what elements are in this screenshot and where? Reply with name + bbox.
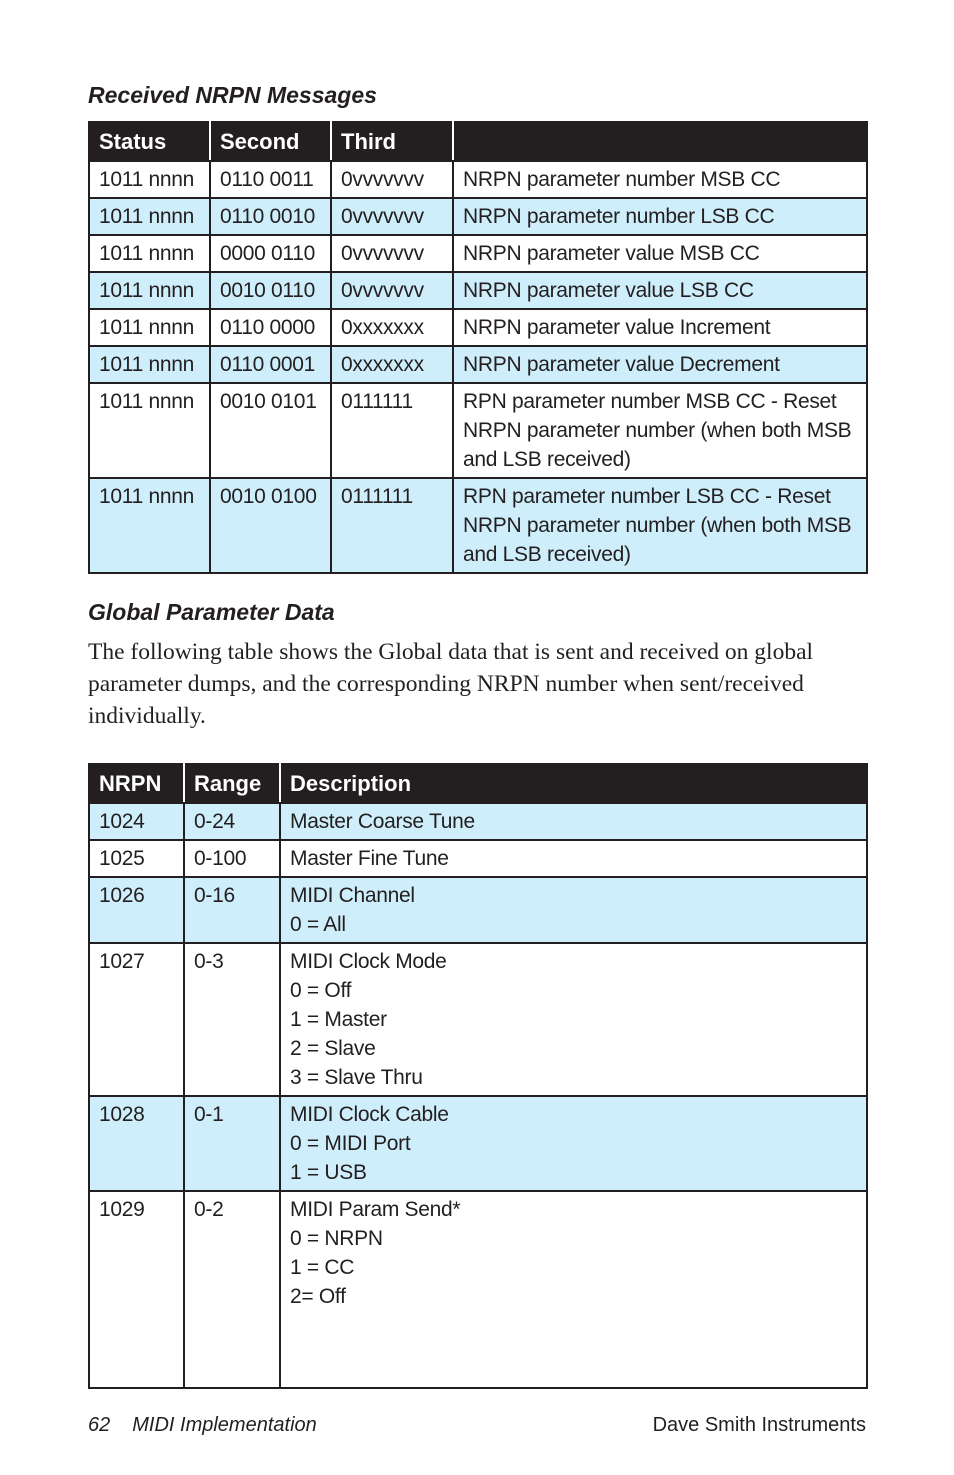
table-cell: 0110 0011: [210, 161, 331, 198]
table-cell: 0010 0101: [210, 383, 331, 478]
table-row: [89, 272, 867, 309]
table-row: [89, 309, 867, 346]
table-cell: NRPN parameter value Increment: [453, 309, 867, 346]
table-cell: 0-2: [184, 1191, 280, 1388]
table-cell: 0-3: [184, 943, 280, 1096]
table-cell: RPN parameter number MSB CC - Reset NRPN parameter number (when both MSB and LSB received): [453, 383, 867, 478]
table-row: [89, 1096, 867, 1191]
table-cell: 0xxxxxxx: [331, 309, 453, 346]
table-cell: 1011 nnnn: [89, 272, 210, 309]
table-row: [89, 803, 867, 840]
table-cell: MIDI Clock Mode 0 = Off 1 = Master 2 = Slave 3 = Slave Thru: [280, 943, 867, 1096]
table-cell: NRPN parameter number LSB CC: [453, 198, 867, 235]
table-cell: 1029: [89, 1191, 184, 1388]
table-cell: 0vvvvvvv: [331, 235, 453, 272]
table-cell: 0-24: [184, 803, 280, 840]
table-cell: NRPN parameter value Decrement: [453, 346, 867, 383]
table-cell: 1011 nnnn: [89, 383, 210, 478]
table-cell: NRPN parameter number MSB CC: [453, 161, 867, 198]
global-parameter-table: [88, 763, 868, 1389]
table-cell: Master Fine Tune: [280, 840, 867, 877]
table-cell: 0110 0010: [210, 198, 331, 235]
table-row: [89, 346, 867, 383]
column-header-nrpn: NRPN: [89, 764, 184, 803]
column-header-second: Second: [210, 122, 331, 161]
column-header-description: Description: [280, 764, 867, 803]
table-cell: 0-100: [184, 840, 280, 877]
table-cell: 0110 0000: [210, 309, 331, 346]
table-row: [89, 383, 867, 478]
page-number: 62: [88, 1414, 111, 1436]
table-cell: NRPN parameter value LSB CC: [453, 272, 867, 309]
table-row: [89, 161, 867, 198]
table-cell: 1011 nnnn: [89, 309, 210, 346]
table-row: [89, 235, 867, 272]
table-cell: Master Coarse Tune: [280, 803, 867, 840]
table-header-row: [89, 764, 867, 803]
intro-paragraph: The following table shows the Global data that is sent and received on global parameter dumps, and the corresponding NRPN number when sent/received individually.: [88, 639, 814, 729]
table-cell: 0000 0110: [210, 235, 331, 272]
table-cell: 1024: [89, 803, 184, 840]
table-cell: 1025: [89, 840, 184, 877]
table-row: [89, 877, 867, 943]
column-header-status: Status: [89, 122, 210, 161]
section-heading-global-parameter-data: Global Parameter Data: [88, 599, 335, 625]
table-cell: MIDI Param Send* 0 = NRPN 1 = CC 2= Off: [280, 1191, 867, 1388]
table-cell: 0vvvvvvv: [331, 272, 453, 309]
table-cell: 1011 nnnn: [89, 478, 210, 573]
table-cell: 1011 nnnn: [89, 346, 210, 383]
table-cell: 1028: [89, 1096, 184, 1191]
table-cell: 1027: [89, 943, 184, 1096]
table-cell: 1026: [89, 877, 184, 943]
table-cell: MIDI Clock Cable 0 = MIDI Port 1 = USB: [280, 1096, 867, 1191]
table-cell: NRPN parameter value MSB CC: [453, 235, 867, 272]
table-cell: 1011 nnnn: [89, 161, 210, 198]
table-cell: 0vvvvvvv: [331, 198, 453, 235]
table-row: [89, 1191, 867, 1388]
table-cell: 0010 0100: [210, 478, 331, 573]
table-cell: RPN parameter number LSB CC - Reset NRPN parameter number (when both MSB and LSB received): [453, 478, 867, 573]
column-header-description: [453, 122, 867, 161]
table-cell: 1011 nnnn: [89, 198, 210, 235]
table-row: [89, 943, 867, 1096]
footer-section-title: MIDI Implementation: [132, 1414, 317, 1436]
table-cell: 0010 0110: [210, 272, 331, 309]
table-row: [89, 478, 867, 573]
table-cell: 0111111: [331, 478, 453, 573]
table-cell: 1011 nnnn: [89, 235, 210, 272]
table-row: [89, 840, 867, 877]
table-cell: 0111111: [331, 383, 453, 478]
table-cell: 0-16: [184, 877, 280, 943]
table-cell: 0110 0001: [210, 346, 331, 383]
column-header-third: Third: [331, 122, 453, 161]
table-row: [89, 198, 867, 235]
table-header-row: [89, 122, 867, 161]
table-cell: 0xxxxxxx: [331, 346, 453, 383]
table-cell: MIDI Channel 0 = All: [280, 877, 867, 943]
column-header-range: Range: [184, 764, 280, 803]
table-cell: 0-1: [184, 1096, 280, 1191]
footer-left: [88, 1412, 317, 1438]
section-heading-received-nrpn: Received NRPN Messages: [88, 82, 377, 108]
table-cell: 0vvvvvvv: [331, 161, 453, 198]
received-nrpn-table: [88, 121, 868, 574]
footer-publisher: Dave Smith Instruments: [652, 1414, 866, 1436]
